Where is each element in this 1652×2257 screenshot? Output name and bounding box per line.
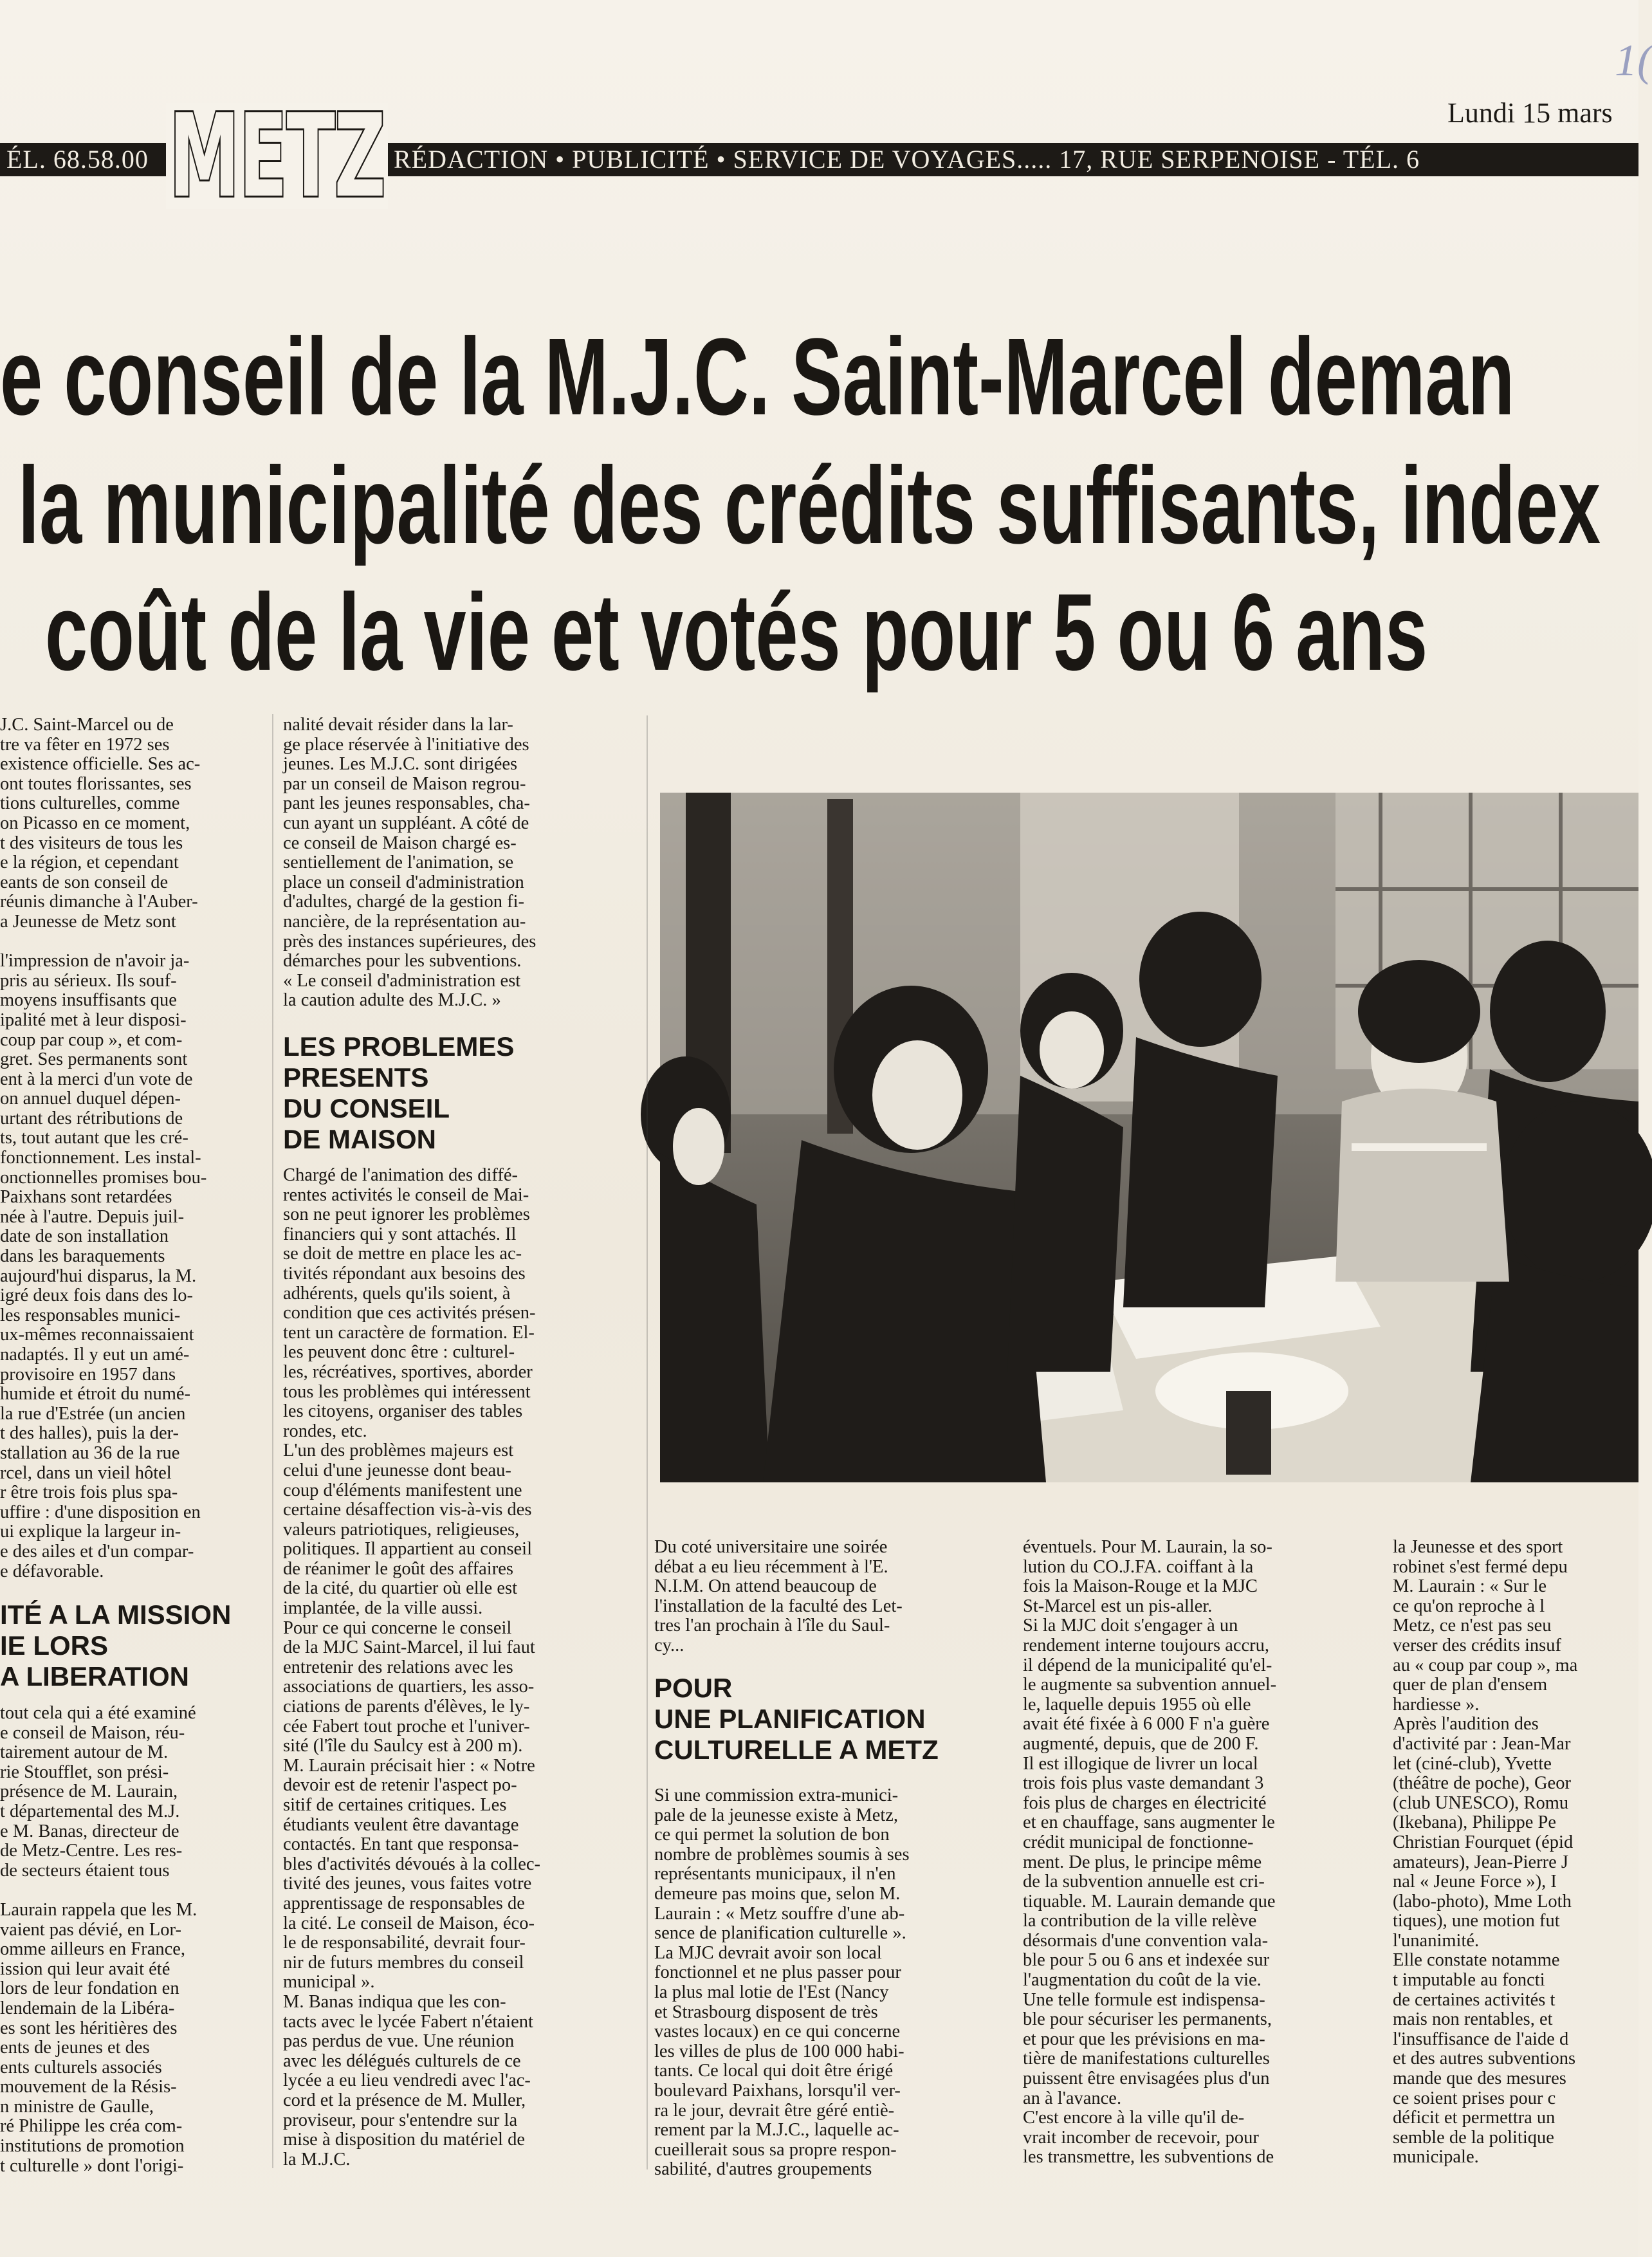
column-1-subhead: ITÉ A LA MISSION IE LORS A LIBERATION [0, 1599, 232, 1691]
headline-line-2: la municipalité des crédits suffisants, index [18, 445, 1601, 567]
column-2-text-b: Chargé de l'animation des diffé- rentes activités le conseil de Mai- son ne peut ignorer les problèmes financiers qui y sont attachés. Il se doit de mettre en place les ac- tivités répondant aux besoins des adhérents, quels qu'ils soient, à condition que ces activités présen- tent un caractère de formation. El- les peuvent donc être : culturel- les, récréatives, sportives, aborder tous les problèmes qui intéressent les citoyens, organiser des tables rondes, etc. L'un des problèmes majeurs est celui d'une jeunesse dont beau- coup d'éléments manifestent une certaine désaffection vis-à-vis des valeurs patriotiques, religieuses, politiques. Il appartient au conseil de réanimer le goût des affaires de la cité, du quartier où elle est implantée, de la ville aussi. Pour ce qui concerne le conseil de la MJC Saint-Marcel, il lui faut entretenir des relations avec les associations de quartiers, les asso- ciations de parents d'élèves, le ly- cée Fabert tout proche et l'univer- sité (l'île du Saulcy est à 200 m). M. Laurain précisait hier : « Notre devoir est de retenir l'aspect po- sitif de certaines critiques. Les étudiants veulent être davantage contactés. En tant que responsa- bles d'activités dévoués à la collec- tivité des jeunes, vous faites votre apprentissage de responsables de la cité. Le conseil de Maison, éco- le de responsabilité, devrait four- nir de futurs membres du conseil municipal ». M. Banas indiqua que les con- tacts avec le lycée Fabert n'étaient pas perdus de vue. Une réunion avec les délégués culturels de ce lycée a eu lieu vendredi avec l'ac- cord et la présence de M. Muller, proviseur, pour s'entendre sur la mise à disposition du matériel de la M.J.C. [283, 1165, 541, 2169]
column-4-text: éventuels. Pour M. Laurain, la so- lution du CO.J.FA. coiffant à la fois la Maison-Rouge et la MJC St-Marcel est un pis-aller. Si la MJC doit s'engager à un rendement interne toujours accru, il dépend de la municipalité qu'el- le augmente sa subvention annuel- le, laquelle depuis 1955 où elle avait été fixée à 6 000 F n'a guère augmenté, depuis, que de 200 F. Il est illogique de livrer un local trois fois plus vaste demandant 3 fois plus de charges en électricité et en chauffage, sans augmenter le crédit municipal de fonctionne- ment. De plus, le principe même de la subvention annuelle est cri- tiquable. M. Laurain demande que la contribution de la ville relève désormais d'une convention vala- ble pour 5 ou 6 ans et indexée sur l'augmentation du coût de la vie. Une telle formule est indispensa- ble pour sécuriser les permanents, et pour que les prévisions en ma- tière de manifestations culturelles puissent être envisagées plus d'un an à l'avance. C'est encore à la ville qu'il de- vrait incomber de recevoir, pour les transmettre, les subventions de [1023, 1537, 1277, 2168]
headline-line-3: coût de la vie et votés pour 5 ou 6 ans [45, 571, 1428, 694]
column-rule-1 [272, 714, 273, 2168]
article-photo [660, 793, 1638, 1482]
column-3-subhead: POUR UNE PLANIFICATION CULTURELLE A METZ [654, 1673, 939, 1765]
city-logo [166, 89, 388, 223]
column-2-subhead: LES PROBLEMES PRESENTS DU CONSEIL DE MAISON [283, 1031, 515, 1154]
city-logo-text: METZ [169, 89, 385, 223]
masthead-phone-left: ÉL. 68.58.00 [6, 145, 149, 174]
bleed-through-ghost [1011, 280, 1145, 317]
column-3-text-a: Du coté universitaire une soirée débat a eu lieu récemment à l'E. N.I.M. On attend beaucoup de l'installation de la faculté des Let- tres l'an prochain à l'île du Saul- cy... [654, 1537, 903, 1655]
column-2-text-a: nalité devait résider dans la lar- ge place réservée à l'initiative des jeunes. Les M.J.C. sont dirigées par un conseil de Maison regrou- pant les jeunes responsables, cha- cun ayant un suppléant. A côté de ce conseil de Maison chargé es- sentiellement de l'animation, se place un conseil d'administration d'adultes, chargé de la gestion fi- nancière, de la représentation au- près des instances supérieures, des démarches pour les subventions. « Le conseil d'administration est la caution adulte des M.J.C. » [283, 715, 537, 1011]
column-5-text: la Jeunesse et des sport robinet s'est fermé depu M. Laurain : « Sur le ce qu'on reproche à l Metz, ce n'est pas seu verser des crédits insuf au « coup par coup », ma quer de plan d'ensem hardiesse ». Après l'audition des d'activité par : Jean-Mar let (ciné-club), Yvette (théâtre de poche), Geor (club UNESCO), Romu (Ikebana), Philippe Pe Christian Fourquet (épid amateurs), Jean-Pierre J nal « Jeune Force »), I (labo-photo), Mme Loth tiques), une motion fut l'unanimité. Elle constate notamme t imputable au foncti de certaines activités t mais non rentables, et l'insuffisance de l'aide d et des autres subventions mande que des mesures ce soient prises pour c déficit et permettra un semble de la politique municipale. [1393, 1537, 1578, 2168]
headline-line-1: e conseil de la M.J.C. Saint-Marcel deman [0, 316, 1515, 438]
column-rule-2 [647, 715, 648, 2169]
photo-group-meeting-icon [660, 793, 1638, 1482]
issue-date: Lundi 15 mars [1447, 97, 1613, 129]
margin-note: 1( [1615, 36, 1652, 86]
column-1-text-b: tout cela qui a été examiné e conseil de Maison, réu- tairement autour de M. rie Stoufflet, son prési- présence de M. Laurain, t départemental des M.J. e M. Banas, directeur de de Metz-Centre. Les res- de secteurs étaient tous Laurain rappela que les M. vaient pas dévié, en Lor- omme ailleurs en France, ission qui leur avait été lors de leur fondation en lendemain de la Libéra- es sont les héritières des ents de jeunes et des ents culturels associés mouvement de la Résis- n ministre de Gaulle, ré Philippe les créa com- institutions de promotion t culturelle » dont l'origi- [0, 1703, 197, 2176]
masthead-services: RÉDACTION • PUBLICITÉ • SERVICE DE VOYAGES..... 17, RUE SERPENOISE - TÉL. 6 [394, 145, 1420, 174]
column-3-text-b: Si une commission extra-munici- pale de la jeunesse existe à Metz, ce qui permet la solution de bon nombre de problèmes soumis à ses représentants municipaux, il n'en demeure pas moins que, selon M. Laurain : « Metz souffre d'une ab- sence de planification culturelle ». La MJC devrait avoir son local fonctionnel et ne plus passer pour la plus mal lotie de l'Est (Nancy et Strasbourg disposent de très vastes locaux) en ce qui concerne les villes de plus de 100 000 habi- tants. Ce local qui doit être érigé boulevard Paixhans, lorsqu'il ver- ra le jour, devrait être géré entiè- rement par la M.J.C., laquelle ac- cueillerait sous sa propre respon- sabilité, d'autres groupements [654, 1785, 910, 2180]
column-1-text-a: J.C. Saint-Marcel ou de tre va fêter en 1972 ses existence officielle. Ses ac- ont toutes florissantes, ses tions culturelles, comme on Picasso en ce moment, t des visiteurs de tous les e la région, et cependant eants de son conseil de réunis dimanche à l'Auber- a Jeunesse de Metz sont l'impression de n'avoir ja- pris au sérieux. Ils souf- moyens insuffisants que ipalité met à leur disposi- coup par coup », et com- gret. Ses permanents sont ent à la merci d'un vote de on annuel duquel dépen- urtant des rétributions de ts, tout autant que les cré- fonctionnement. Les instal- onctionnelles promises bou- Paixhans sont retardées née à l'autre. Depuis juil- date de son installation dans les baraquements aujourd'hui disparus, la M. igré deux fois dans des lo- les responsables munici- ux-mêmes reconnaissaient nadaptés. Il y eut un amé- provisoire en 1957 dans humide et étroit du numé- la rue d'Estrée (un ancien t des halles), puis la der- stallation au 36 de la rue rcel, dans un vieil hôtel r être trois fois plus spa- uffire : d'une disposition en ui explique la largeur in- e des ailes et d'un compar- e défavorable. [0, 715, 207, 1581]
